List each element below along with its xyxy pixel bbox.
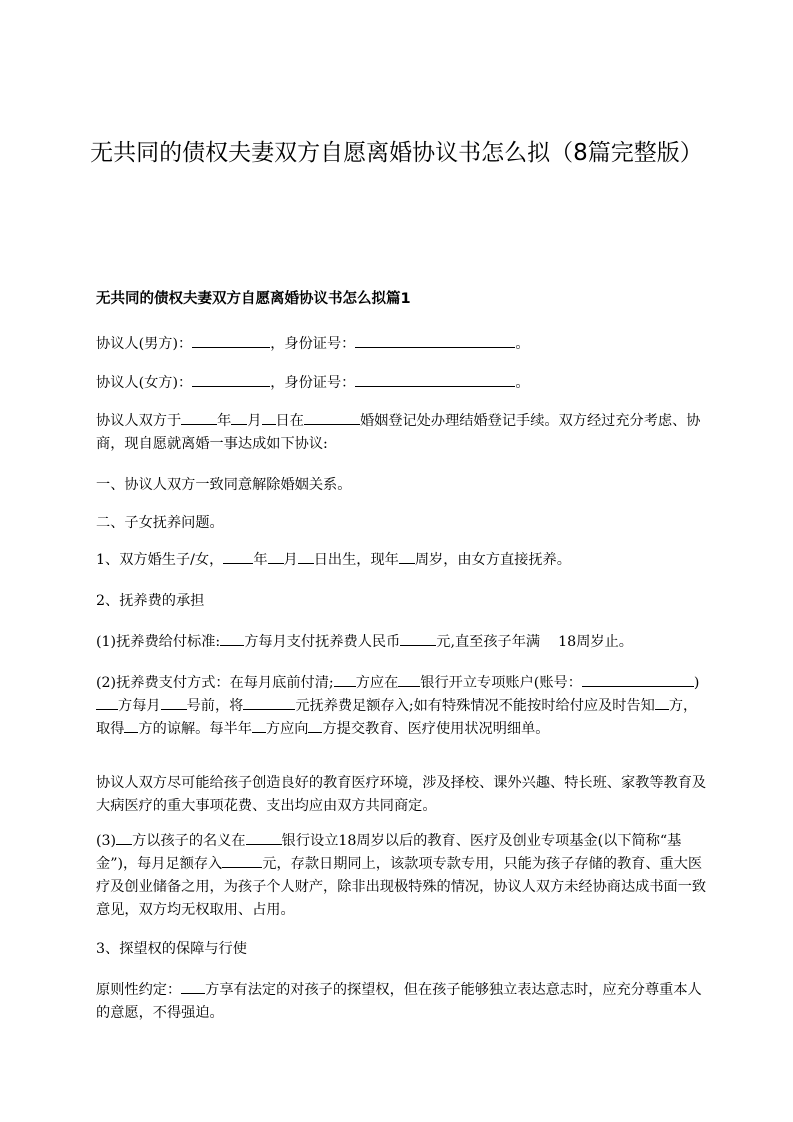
text: 协议人(女方)：	[96, 375, 193, 391]
text: 方应在	[355, 675, 399, 691]
text: 方，取得	[96, 698, 698, 737]
text: 。	[515, 375, 530, 391]
text: 银行设立18周岁以后的教育、医疗及创业专项基金(以下简称“基金”)，每月足额存入	[96, 833, 682, 872]
blank-line	[192, 372, 270, 387]
document-title: 无共同的债权夫妻双方自愿离婚协议书怎么拟（8篇完整版）	[90, 140, 703, 166]
text: 月	[247, 413, 262, 429]
blank-line	[96, 695, 118, 710]
text: 方每月	[118, 698, 161, 714]
item-visitation-rights: 3、探望权的保障与行使	[96, 941, 247, 957]
text: 方应向	[265, 721, 309, 737]
paragraph-female-party	[96, 372, 708, 395]
text: 方提交教育、医疗使用状况明细单。	[322, 721, 550, 737]
text: 元抚养费足额存入;如有特殊情况不能按时给付应及时告知	[295, 698, 655, 714]
blank-line	[124, 718, 138, 733]
text: 日出生，现年	[313, 552, 399, 568]
blank-line	[116, 830, 132, 845]
blank-line	[223, 549, 253, 564]
blank-line	[161, 695, 187, 710]
text: 方的谅解。每半年	[138, 721, 252, 737]
blank-line	[399, 549, 415, 564]
blank-line	[181, 410, 217, 425]
text: 日在	[275, 413, 304, 429]
text: 方每月支付抚养费人民币	[244, 634, 401, 650]
blank-line	[304, 410, 360, 425]
item-child-custody: 二、子女抚养问题。	[96, 515, 224, 531]
text: 银行开立专项账户(账号：	[420, 675, 582, 691]
text: 1、双方婚生子/女，	[96, 552, 224, 568]
blank-line	[355, 333, 515, 348]
paragraph-special-fund	[96, 830, 708, 922]
blank-line	[246, 830, 282, 845]
blank-line	[355, 372, 515, 387]
blank-line	[243, 695, 295, 710]
text: 年	[217, 413, 232, 429]
text: ，身份证号：	[270, 336, 356, 352]
text: (2)抚养费支付方式：在每月底前付清;	[96, 675, 334, 691]
blank-line	[638, 672, 694, 687]
text: 月	[283, 552, 298, 568]
text: 协议人(男方)：	[96, 336, 193, 352]
blank-line	[252, 718, 266, 733]
paragraph-marriage-registration	[96, 410, 708, 456]
blank-line	[262, 410, 276, 425]
paragraph-principle	[96, 979, 708, 1025]
blank-line	[308, 718, 322, 733]
blank-line	[655, 695, 669, 710]
blank-line	[222, 853, 262, 868]
text: 周岁，由女方直接抚养。	[414, 552, 571, 568]
paragraph-child-info	[96, 549, 708, 572]
text: 协议人双方于	[96, 413, 182, 429]
text: (3)	[96, 833, 117, 849]
blank-line	[582, 672, 638, 687]
paragraph-male-party	[96, 333, 708, 356]
text: ，身份证号：	[270, 375, 356, 391]
text: 方以孩子的名义在	[132, 833, 246, 849]
paragraph-education-medical: 协议人双方尽可能给孩子创造良好的教育医疗环境，涉及择校、课外兴趣、特长班、家教等教育及大病医疗的重大事项花费、支出均应由双方共同商定。	[96, 775, 707, 814]
blank-line	[231, 410, 247, 425]
text: 。	[515, 336, 530, 352]
paragraph-support-standard	[96, 631, 708, 654]
text: 年	[253, 552, 268, 568]
blank-line	[181, 979, 205, 994]
blank-line	[268, 549, 284, 564]
text: 18周岁止。	[558, 634, 633, 650]
item-support-cost: 2、抚养费的承担	[96, 593, 205, 609]
text: 方享有法定的对孩子的探望权，但在孩子能够独立表达意志时，应充分尊重本人的意愿，不得强迫。	[96, 982, 702, 1021]
paragraph-payment-method	[96, 672, 708, 741]
blank-line	[220, 631, 244, 646]
blank-line	[334, 672, 356, 687]
text: 婚姻登记处办理结婚登记手续。双方经过充分考虑、协商，现自愿就离婚一事达成如下协议:	[96, 413, 701, 452]
text: (1)抚养费给付标准:	[96, 634, 221, 650]
section-heading: 无共同的债权夫妻双方自愿离婚协议书怎么拟篇1	[96, 291, 411, 307]
text: 元，存款日期同上，该款项专款专用，只能为孩子存储的教育、重大医疗及创业储备之用，为孩子个人财产，除非出现极特殊的情况，协议人双方未经协商达成书面一致意见，双方均无权取用、占用。	[96, 856, 707, 918]
text: 元,直至孩子年满	[436, 634, 541, 650]
item-dissolve-marriage: 一、协议人双方一致同意解除婚姻关系。	[96, 477, 352, 493]
text: 原则性约定：	[96, 982, 182, 998]
blank-line	[192, 333, 270, 348]
blank-line	[298, 549, 314, 564]
text: )	[693, 675, 700, 691]
text: 号前，将	[186, 698, 244, 714]
blank-line	[398, 672, 420, 687]
blank-line	[400, 631, 436, 646]
